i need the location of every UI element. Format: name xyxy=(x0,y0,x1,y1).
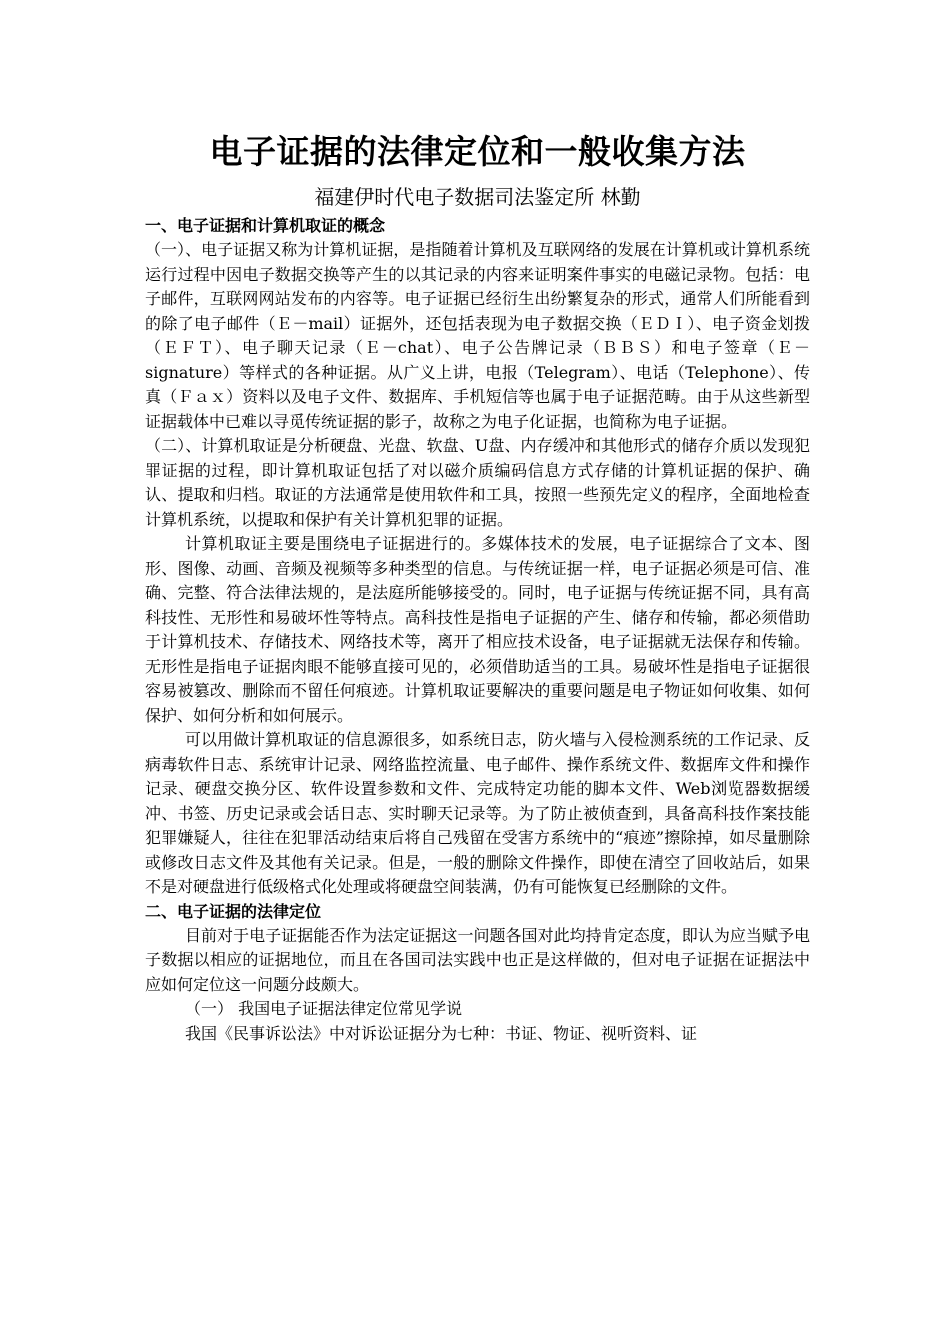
paragraph: 可以用做计算机取证的信息源很多，如系统日志，防火墙与入侵检测系统的工作记录、反病毒软件日志、系统审计记录、网络监控流量、电子邮件、操作系统文件、数据库文件和操作记录、硬盘交换分区、软件设置参数和文件、完成特定功能的脚本文件、Web浏览器数据缓冲、书签、历史记录或会话日志、实时聊天记录等。为了防止被侦查到，具备高科技作案技能犯罪嫌疑人，往往在犯罪活动结束后将自己残留在受害方系统中的“痕迹”擦除掉，如尽量删除或修改日志文件及其他有关记录。但是，一般的删除文件操作，即使在清空了回收站后，如果不是对硬盘进行低级格式化处理或将硬盘空间装满，仍有可能恢复已经删除的文件。 xyxy=(145,730,810,896)
section-heading: 二、电子证据的法律定位 xyxy=(145,901,322,921)
paragraph: 我国《民事诉讼法》中对诉讼证据分为七种：书证、物证、视听资料、证 xyxy=(185,1023,698,1043)
paragraph: （一）、电子证据又称为计算机证据，是指随着计算机及互联网络的发展在计算机或计算机系统运行过程中因电子数据交换等产生的以其记录的内容来证明案件事实的电磁记录物。包括：电子邮件，互联网网站发布的内容等。电子证据已经衍生出纷繁复杂的形式，通常人们所能看到的除了电子邮件（Ｅ－mail）证据外，还包括表现为电子数据交换（ＥＤＩ）、电子资金划拨（ＥＦＴ）、电子聊天记录（Ｅ－chat）、电子公告牌记录（ＢＢＳ）和电子签章（Ｅ－signature）等样式的各种证据。从广义上讲，电报（Telegram）、电话（Telephone）、传真（Ｆａｘ）资料以及电子文件、数据库、手机短信等也属于电子证据范畴。由于从这些新型证据载体中已难以寻觅传统证据的影子，故称之为电子化证据，也简称为电子证据。 xyxy=(145,240,810,431)
document-byline: 福建伊时代电子数据司法鉴定所 林勤 xyxy=(314,185,641,209)
paragraph: 目前对于电子证据能否作为法定证据这一问题各国对此均持肯定态度，即认为应当赋予电子数据以相应的证据地位，而且在各国司法实践中也正是这样做的，但对电子证据在证据法中应如何定位这一问题分歧颇大。 xyxy=(145,925,810,994)
document-title: 电子证据的法律定位和一般收集方法 xyxy=(209,132,746,171)
paragraph: 计算机取证主要是围绕电子证据进行的。多媒体技术的发展，电子证据综合了文本、图形、图像、动画、音频及视频等多种类型的信息。与传统证据一样，电子证据必须是可信、准确、完整、符合法律法规的，是法庭所能够接受的。同时，电子证据与传统证据不同，具有高科技性、无形性和易破坏性等特点。高科技性是指电子证据的产生、储存和传输，都必须借助于计算机技术、存储技术、网络技术等，离开了相应技术设备，电子证据就无法保存和传输。无形性是指电子证据肉眼不能够直接可见的，必须借助适当的工具。易破坏性是指电子证据很容易被篡改、删除而不留任何痕迹。计算机取证要解决的重要问题是电子物证如何收集、如何保护、如何分析和如何展示。 xyxy=(145,534,810,725)
document-page xyxy=(145,128,810,1046)
subsection-heading: （一） 我国电子证据法律定位常见学说 xyxy=(185,999,463,1018)
section-heading: 一、电子证据和计算机取证的概念 xyxy=(145,216,386,235)
paragraph: （二）、计算机取证是分析硬盘、光盘、软盘、U盘、内存缓冲和其他形式的储存介质以发现犯罪证据的过程，即计算机取证包括了对以磁介质编码信息方式存储的计算机证据的保护、确认、提取和归档。取证的方法通常是使用软件和工具，按照一些预先定义的程序，全面地检查计算机系统，以提取和保护有关计算机犯罪的证据。 xyxy=(145,436,810,529)
